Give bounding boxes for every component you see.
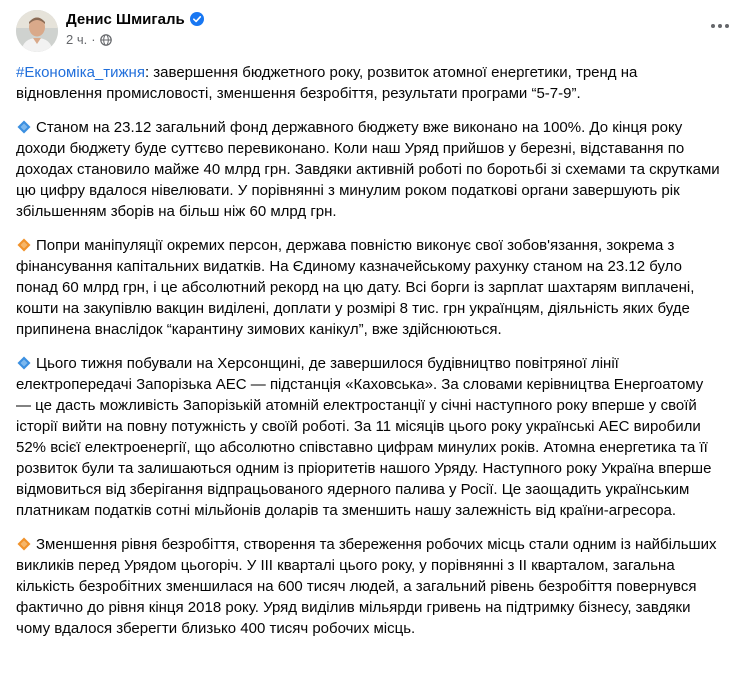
post-header [16, 0, 732, 62]
orange-diamond-icon [16, 536, 32, 552]
post-content [16, 62, 732, 639]
paragraph-text: Попри маніпуляції окремих персон, держава повністю виконує свої зобов'язання, зокрема з фінансування капітальних видатків. На Єдиному казначейському рахунку станом на 23.12 було понад 60 млрд грн, і це абсолютний рекорд на цю дату. Всі борги із зарплат шахтарям виплачені, кошти на закупівлю вакцин виділені, доплати у розмірі 8 тис. грн українцям, діяльність яких буде припинена внаслідок “карантину зимових канікул”, вже здійснюються. [16, 237, 695, 338]
dot-icon [718, 24, 722, 28]
paragraph-text: Цього тижня побували на Херсонщині, де завершилося будівництво повітряної лінії електропередачі Запорізька АЕС — підстанція «Каховська». За словами керівництва Енергоатому — це дасть можливість Запорізькій атомній електростанції у січні наступного року вперше у своїй історії вийти на повну потужність у своїй роботі. За 11 місяців цього року українські АЕС виробили 52% всієї електроенергії, що абсолютно співставно цифрам минулих років. Атомна енергетика та її розвиток були та залишаються одним із пріоритетів нашого Уряду. Наступного року Україна вперше відмовиться від зберігання відпрацьованого ядерного палива у Росії. Це заощадить українським платникам податків сотні мільйонів доларів та зменшить нашу залежність від країни-агресора. [16, 355, 712, 519]
avatar-photo [16, 10, 58, 52]
verified-badge-icon [190, 12, 204, 26]
paragraph-text: Зменшення рівня безробіття, створення та збереження робочих місць стали одним із найбільших викликів перед Урядом цьогоріч. У III кварталі цього року, у порівнянні з II кварталом, загальна кількість безробітних зменшилася на 600 тисяч людей, а загальний рівень безробіття повернувся фактично до рівня кінця 2018 року. Уряд виділив мільярди гривень на підтримку бізнесу, завдяки чому вдалося зберегти близько 400 тисяч робочих місць. [16, 536, 717, 637]
post-paragraph [16, 235, 722, 340]
blue-diamond-icon [16, 119, 32, 135]
dot-icon [725, 24, 729, 28]
meta-separator: · [91, 32, 96, 47]
post-paragraph [16, 117, 722, 222]
author-block [66, 4, 204, 47]
post-intro [16, 62, 722, 104]
blue-diamond-icon [16, 355, 32, 371]
post-timestamp[interactable]: 2 ч. [66, 32, 88, 47]
post-paragraph [16, 353, 722, 521]
author-name[interactable]: Денис Шмигаль [66, 10, 185, 28]
intro-text: : завершення бюджетного року, розвиток атомної енергетики, тренд на відновлення промисловості, зменшення безробіття, результати програми “5-7-9”. [16, 64, 638, 102]
avatar[interactable] [16, 10, 58, 52]
orange-diamond-icon [16, 237, 32, 253]
globe-icon[interactable] [100, 34, 112, 46]
more-options-button[interactable] [702, 8, 738, 44]
hashtag-link[interactable]: #Економіка_тижня [16, 64, 145, 81]
paragraph-text: Станом на 23.12 загальний фонд державного бюджету вже виконано на 100%. До кінця року доходи бюджету буде суттєво перевиконано. Коли наш Уряд прийшов у березні, відставання по доходах становило майже 40 млрд грн. Завдяки активній роботі по боротьбі зі схемами та скрутками цю цифру вдалося нівелювати. У порівнянні з минулим роком податкові органи завершують рік збільшенням зборів на більш ніж 60 млрд грн. [16, 119, 720, 220]
post-meta [66, 32, 204, 47]
dot-icon [711, 24, 715, 28]
post-paragraph [16, 534, 722, 639]
